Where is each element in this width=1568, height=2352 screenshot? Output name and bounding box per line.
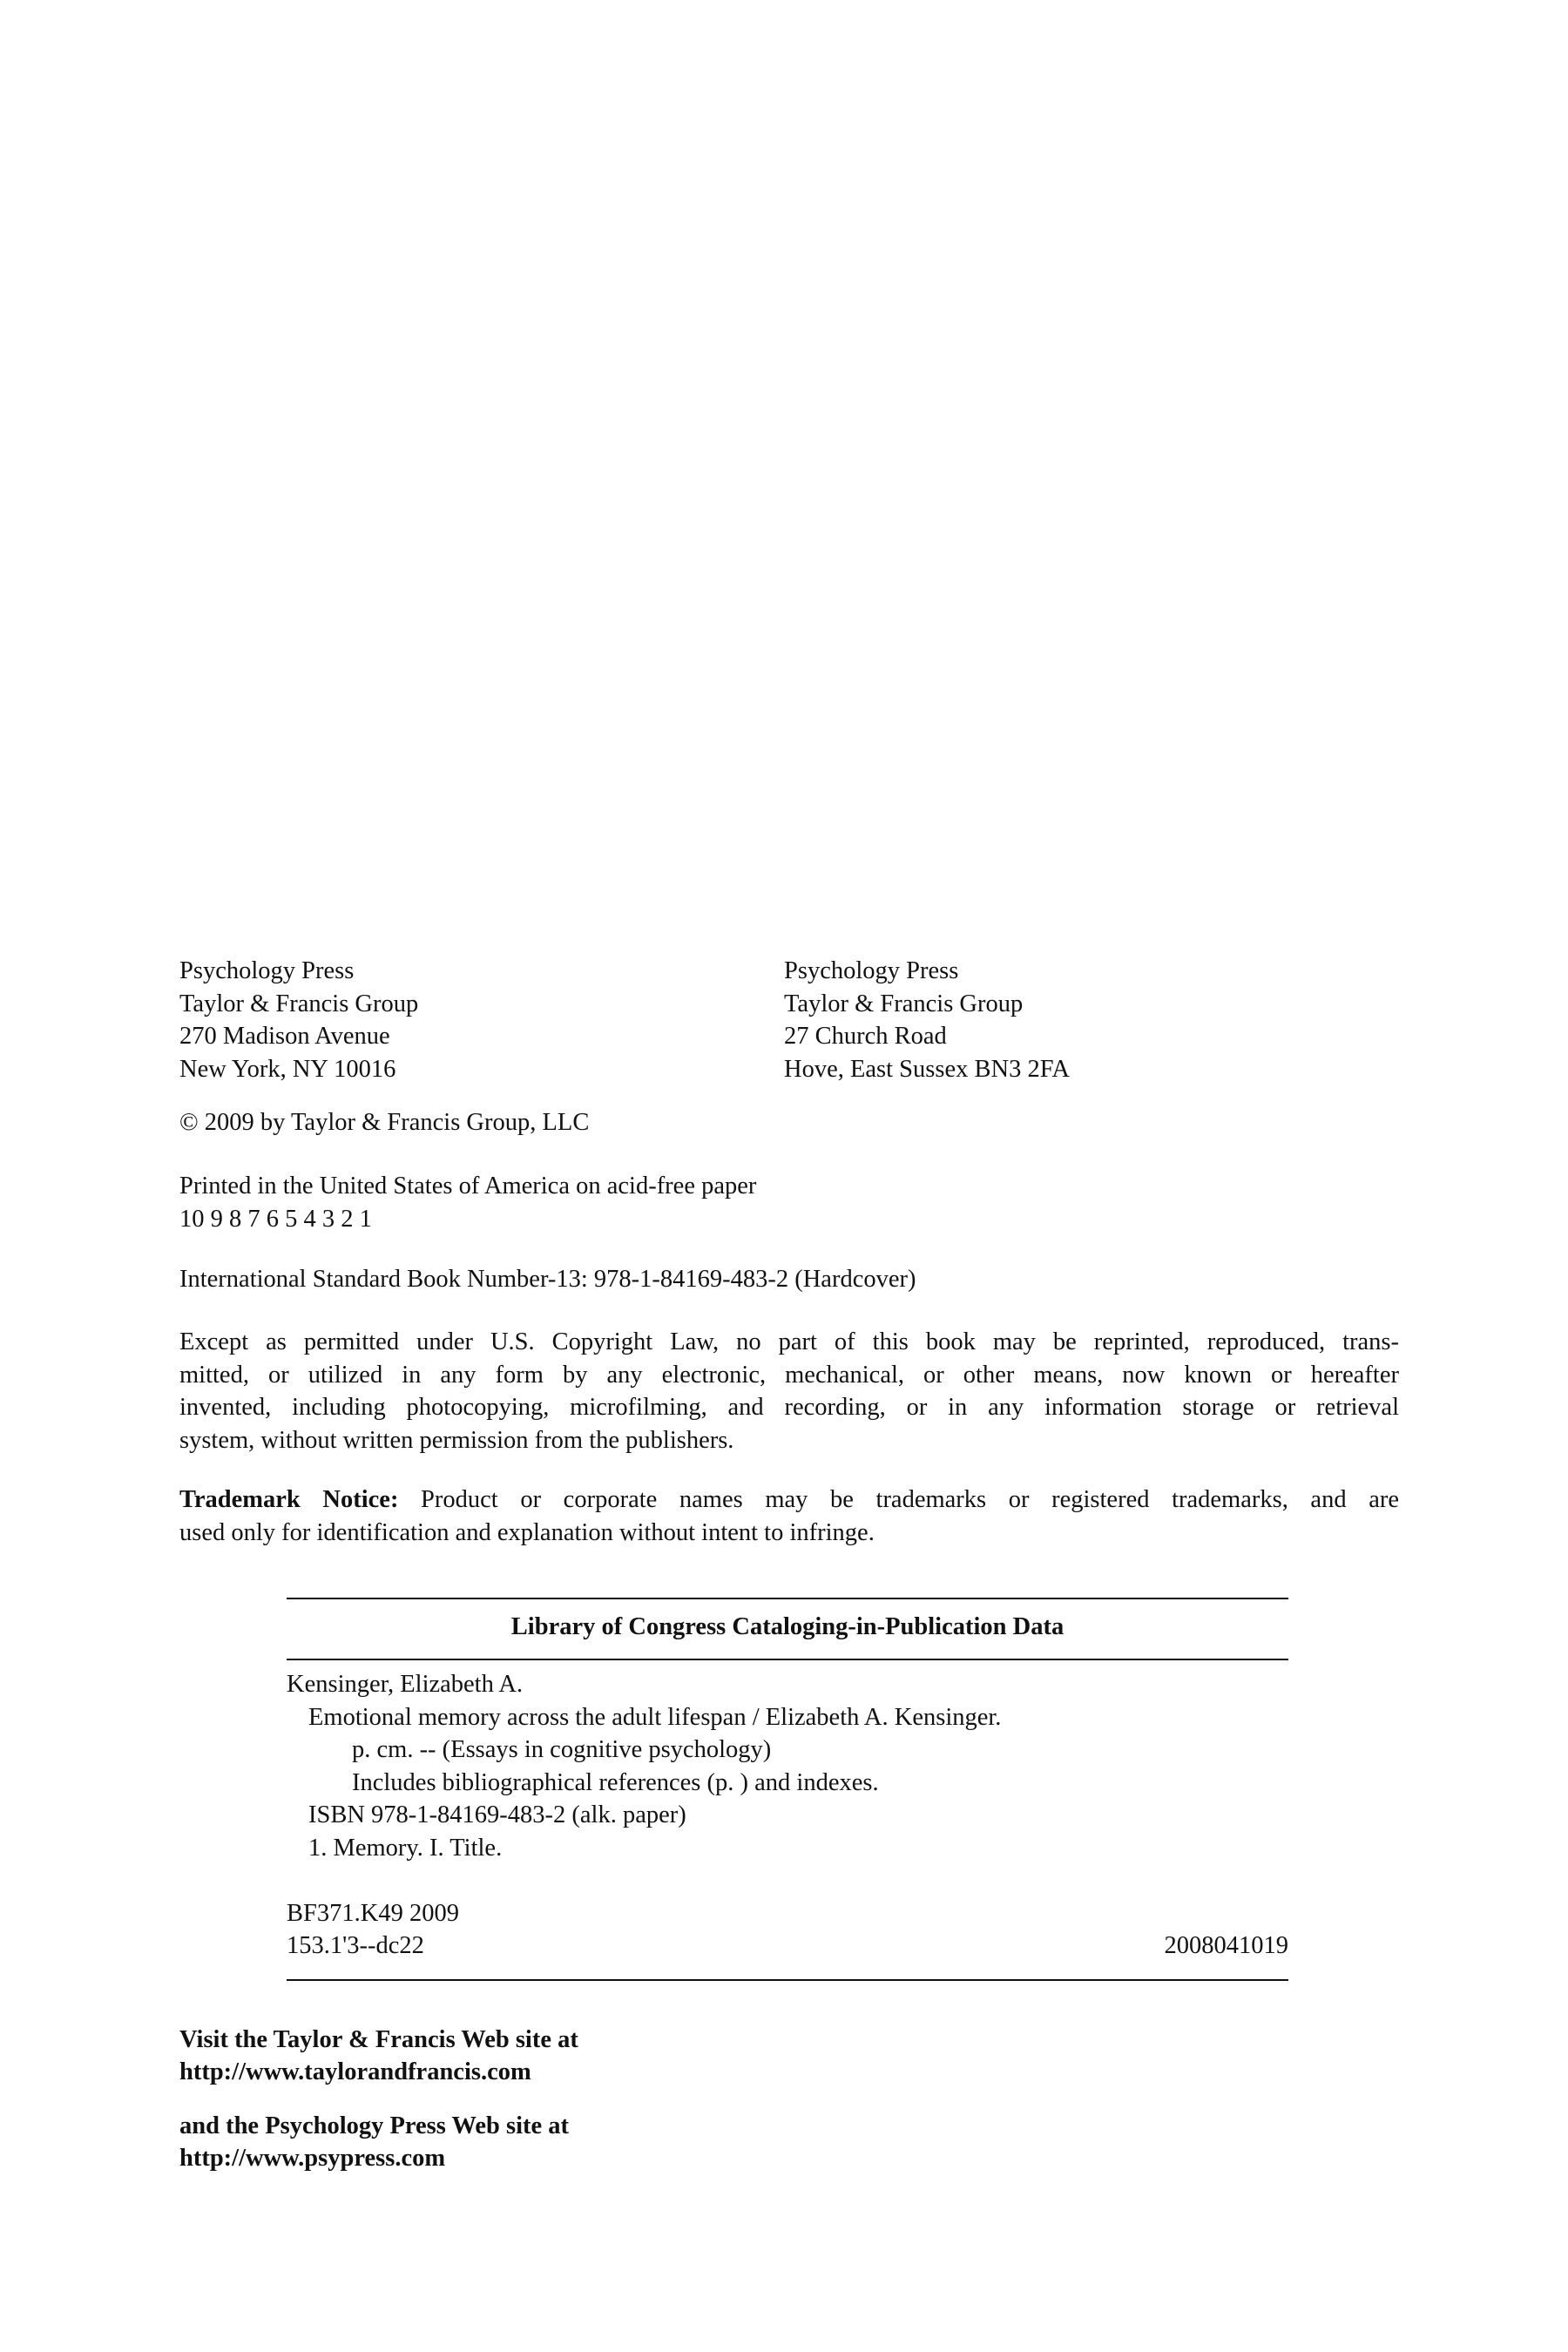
cip-bottom-rule xyxy=(287,1979,1288,1981)
cip-lccn: 2008041019 xyxy=(1164,1932,1288,1959)
permission-line: mitted, or utilized in any form by any electronic, mechanical, or other means, now known or hereafter xyxy=(179,1361,1399,1389)
cip-spacer xyxy=(287,1864,1288,1897)
permission-notice xyxy=(179,1326,1399,1456)
publisher-street: 270 Madison Avenue xyxy=(179,1023,390,1050)
publisher-city: Hove, East Sussex BN3 2FA xyxy=(784,1055,1071,1083)
trademark-line xyxy=(179,1484,1399,1517)
pp-website-heading: and the Psychology Press Web site at xyxy=(179,2112,570,2139)
cip-title-statement: Emotional memory across the adult lifespan / Elizabeth A. Kensinger. xyxy=(308,1703,1002,1731)
permission-line: Except as permitted under U.S. Copyright Law, no part of this book may be reprinted, reproduced, trans- xyxy=(179,1328,1399,1355)
cip-subjects: 1. Memory. I. Title. xyxy=(308,1834,503,1862)
publisher-name: Psychology Press xyxy=(179,957,355,984)
cip-dewey: 153.1'3--dc22 xyxy=(287,1932,424,1959)
cip-isbn: ISBN 978-1-84169-483-2 (alk. paper) xyxy=(308,1801,686,1828)
trademark-text: Product or corporate names may be trademarks or registered trademarks, and are xyxy=(398,1486,1399,1513)
tf-website-link[interactable]: http://www.taylorandfrancis.com xyxy=(179,2058,531,2085)
publisher-group: Taylor & Francis Group xyxy=(179,990,419,1017)
cip-top-rule xyxy=(287,1598,1288,1599)
publisher-city: New York, NY 10016 xyxy=(179,1055,396,1083)
tf-website-block xyxy=(179,2024,578,2088)
cip-lc-class: BF371.K49 2009 xyxy=(287,1899,459,1927)
isbn-13-line: International Standard Book Number-13: 978-1-84169-483-2 (Hardcover) xyxy=(179,1266,916,1293)
trademark-line: used only for identification and explanation without intent to infringe. xyxy=(179,1518,875,1546)
cip-record xyxy=(287,1668,1288,1963)
permission-line: invented, including photocopying, microfilming, and recording, or in any information storage or retrieval xyxy=(179,1394,1399,1421)
publisher-group: Taylor & Francis Group xyxy=(784,990,1024,1017)
publisher-address-uk xyxy=(784,955,1070,1085)
publisher-street: 27 Church Road xyxy=(784,1023,947,1050)
trademark-notice xyxy=(179,1484,1399,1549)
cip-heading-rule xyxy=(287,1659,1288,1660)
pp-website-block xyxy=(179,2110,569,2174)
permission-line: system, without written permission from the publishers. xyxy=(179,1426,734,1454)
trademark-label: Trademark Notice: xyxy=(179,1486,399,1513)
printing-statement xyxy=(179,1170,1399,1235)
publisher-address-us xyxy=(179,955,418,1085)
cip-notes: Includes bibliographical references (p. ) and indexes. xyxy=(352,1768,879,1796)
tf-website-heading: Visit the Taylor & Francis Web site at xyxy=(179,2026,578,2053)
cip-physical-description: p. cm. -- (Essays in cognitive psychology) xyxy=(352,1736,772,1763)
print-number-line: 10 9 8 7 6 5 4 3 2 1 xyxy=(179,1205,372,1233)
printed-in-statement: Printed in the United States of America on acid-free paper xyxy=(179,1173,757,1200)
copyright-line: © 2009 by Taylor & Francis Group, LLC xyxy=(179,1109,590,1136)
pp-website-link[interactable]: http://www.psypress.com xyxy=(179,2145,446,2172)
cip-dewey-row xyxy=(287,1930,1288,1963)
publisher-name: Psychology Press xyxy=(784,957,959,984)
cip-author: Kensinger, Elizabeth A. xyxy=(287,1671,524,1698)
cip-heading: Library of Congress Cataloging-in-Publication Data xyxy=(510,1613,1064,1640)
